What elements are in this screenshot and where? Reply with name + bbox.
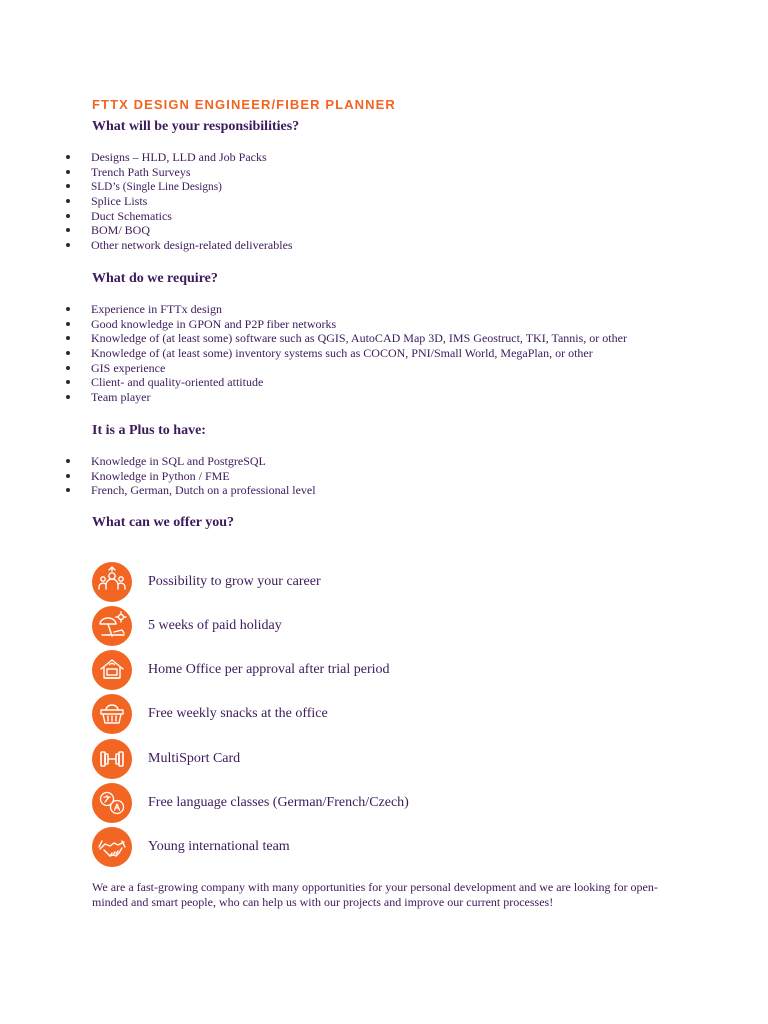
bullet-icon	[66, 336, 70, 340]
plus-heading: It is a Plus to have:	[92, 423, 206, 438]
list-item: SLD’s (Single Line Designs)	[0, 179, 293, 194]
requirements-heading: What do we require?	[92, 271, 218, 286]
list-item: Designs – HLD, LLD and Job Packs	[0, 150, 293, 165]
list-item: Duct Schematics	[0, 209, 293, 224]
job-title: FTTX DESIGN ENGINEER/FIBER PLANNER	[92, 97, 396, 112]
bullet-icon	[66, 395, 70, 399]
bullet-icon	[66, 243, 70, 247]
responsibilities-heading: What will be your responsibilities?	[92, 119, 300, 134]
bullet-icon	[66, 199, 70, 203]
bullet-icon	[66, 228, 70, 232]
benefit-label: Free language classes (German/French/Czech)	[148, 795, 409, 810]
list-item: Team player	[0, 390, 627, 405]
offer-heading: What can we offer you?	[92, 515, 235, 530]
handshake-icon	[92, 827, 132, 867]
dumbbell-icon	[92, 739, 132, 779]
bullet-icon	[66, 307, 70, 311]
list-item: Other network design-related deliverables	[0, 238, 293, 253]
responsibilities-list	[0, 150, 293, 253]
list-item: Knowledge in SQL and PostgreSQL	[0, 454, 316, 469]
requirements-list	[0, 302, 627, 405]
list-item: Client- and quality-oriented attitude	[0, 375, 627, 390]
benefit-label: Free weekly snacks at the office	[148, 706, 328, 721]
list-item: Knowledge of (at least some) software such as QGIS, AutoCAD Map 3D, IMS Geostruct, TKI, Tannis, or other	[0, 331, 627, 346]
benefit-label: Home Office per approval after trial period	[148, 662, 390, 677]
home-office-icon	[92, 650, 132, 690]
bullet-icon	[66, 155, 70, 159]
bullet-icon	[66, 351, 70, 355]
bullet-icon	[66, 366, 70, 370]
benefit-label: MultiSport Card	[148, 751, 241, 766]
benefit-item	[92, 783, 652, 823]
benefit-item	[92, 650, 652, 690]
beach-holiday-icon	[92, 606, 132, 646]
list-item: BOM/ BOQ	[0, 223, 293, 238]
benefit-item	[92, 694, 652, 734]
list-item: Splice Lists	[0, 194, 293, 209]
language-icon	[92, 783, 132, 823]
bullet-icon	[66, 380, 70, 384]
list-item: GIS experience	[0, 361, 627, 376]
bullet-icon	[66, 488, 70, 492]
list-item: French, German, Dutch on a professional level	[0, 483, 316, 498]
bullet-icon	[66, 214, 70, 218]
list-item: Knowledge of (at least some) inventory systems such as COCON, PNI/Small World, MegaPlan, or other	[0, 346, 627, 361]
bullet-icon	[66, 474, 70, 478]
benefit-label: Young international team	[148, 839, 290, 854]
career-growth-icon	[92, 562, 132, 602]
list-item: Trench Path Surveys	[0, 165, 293, 180]
benefit-item	[92, 606, 652, 646]
plus-list	[0, 454, 316, 498]
list-item: Good knowledge in GPON and P2P fiber networks	[0, 317, 627, 332]
bullet-icon	[66, 184, 70, 188]
benefit-label: Possibility to grow your career	[148, 574, 321, 589]
benefit-label: 5 weeks of paid holiday	[148, 618, 282, 633]
benefit-item	[92, 562, 652, 602]
list-item: Knowledge in Python / FME	[0, 469, 316, 484]
snacks-basket-icon	[92, 694, 132, 734]
benefit-item	[92, 739, 652, 779]
benefit-item	[92, 827, 652, 867]
bullet-icon	[66, 170, 70, 174]
closing-paragraph: We are a fast-growing company with many opportunities for your personal development and we are looking for open-minded and smart people, who can help us with our projects and improve our current processes!	[92, 880, 658, 909]
list-item: Experience in FTTx design	[0, 302, 627, 317]
bullet-icon	[66, 459, 70, 463]
bullet-icon	[66, 322, 70, 326]
